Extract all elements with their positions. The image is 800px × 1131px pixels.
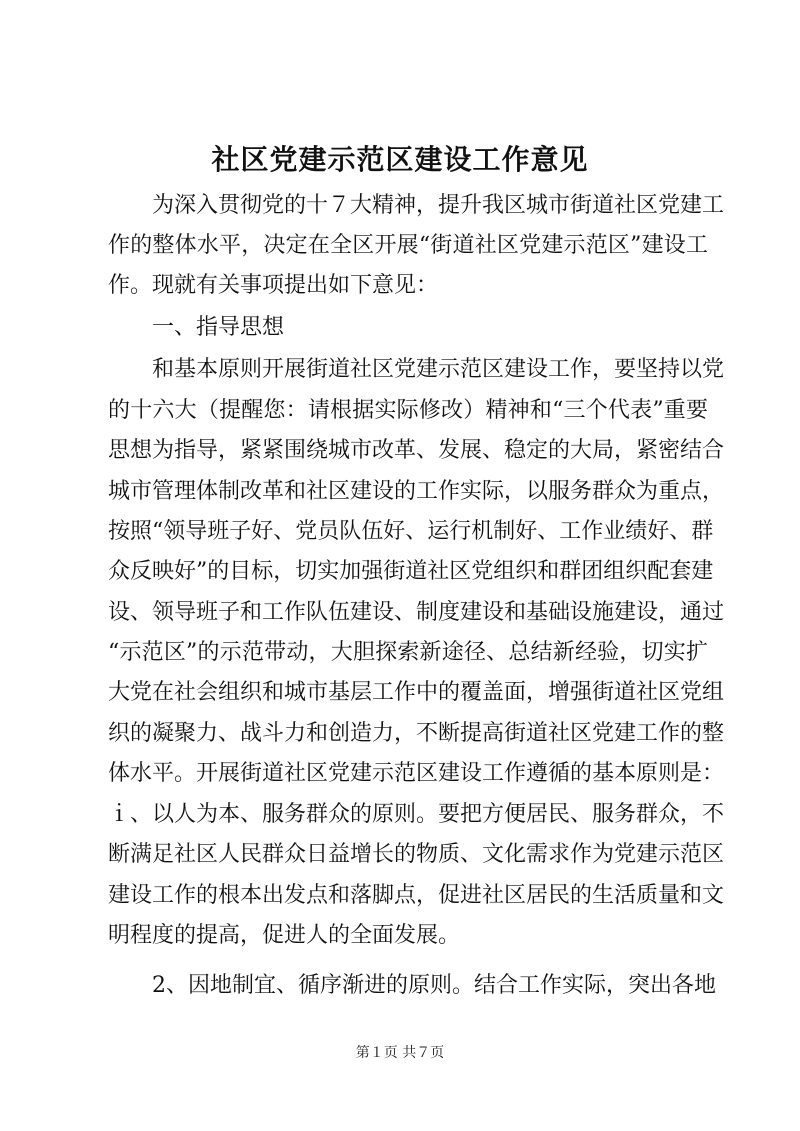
body-line: 设、领导班子和工作队伍建设、制度建设和基础设施建设，通过 bbox=[108, 600, 725, 625]
body-line: 体水平。开展街道社区党建示范区建设工作遵循的基本原则是： bbox=[108, 761, 725, 786]
body-line: 城市管理体制改革和社区建设的工作实际，以服务群众为重点， bbox=[108, 479, 725, 504]
body-line: 建设工作的根本出发点和落脚点，促进社区居民的生活质量和文 bbox=[108, 883, 725, 908]
body-line: 众反映好”的目标，切实加强街道社区党组织和群团组织配套建 bbox=[108, 559, 714, 584]
body-line: 作的整体水平，决定在全区开展“街道社区党建示范区”建设工 bbox=[108, 233, 708, 258]
body-line: 思想为指导，紧紧围绕城市改革、发展、稳定的大局，紧密结合 bbox=[108, 438, 725, 463]
body-line: 和基本原则开展街道社区党建示范区建设工作，要坚持以党 bbox=[152, 357, 725, 382]
body-line: 断满足社区人民群众日益增长的物质、文化需求作为党建示范区 bbox=[108, 842, 725, 867]
body-line: 织的凝聚力、战斗力和创造力，不断提高街道社区党建工作的整 bbox=[108, 721, 725, 746]
page-footer: 第１页 共７页 bbox=[355, 1045, 445, 1061]
body-line: 2、因地制宜、循序渐进的原则。结合工作实际，突出各地 bbox=[152, 973, 716, 998]
section-heading: 一、指导思想 bbox=[152, 315, 285, 340]
body-line: 的十六大（提醒您：请根据实际修改）精神和“三个代表”重要 bbox=[108, 398, 708, 423]
body-line: 明程度的提高，促进人的全面发展。 bbox=[108, 923, 461, 948]
body-line: 按照“领导班子好、党员队伍好、运行机制好、工作业绩好、群 bbox=[108, 519, 714, 544]
body-line: ｉ、以人为本、服务群众的原则。要把方便居民、服务群众，不 bbox=[108, 802, 725, 827]
body-line: “示范区”的示范带动，大胆探索新途径、总结新经验，切实扩 bbox=[108, 640, 708, 665]
body-line: 为深入贯彻党的十７大精神，提升我区城市街道社区党建工 bbox=[152, 193, 725, 218]
body-line: 大党在社会组织和城市基层工作中的覆盖面，增强街道社区党组 bbox=[108, 680, 725, 705]
document-title: 社区党建示范区建设工作意见 bbox=[211, 143, 589, 176]
body-line: 作。现就有关事项提出如下意见： bbox=[108, 273, 439, 298]
